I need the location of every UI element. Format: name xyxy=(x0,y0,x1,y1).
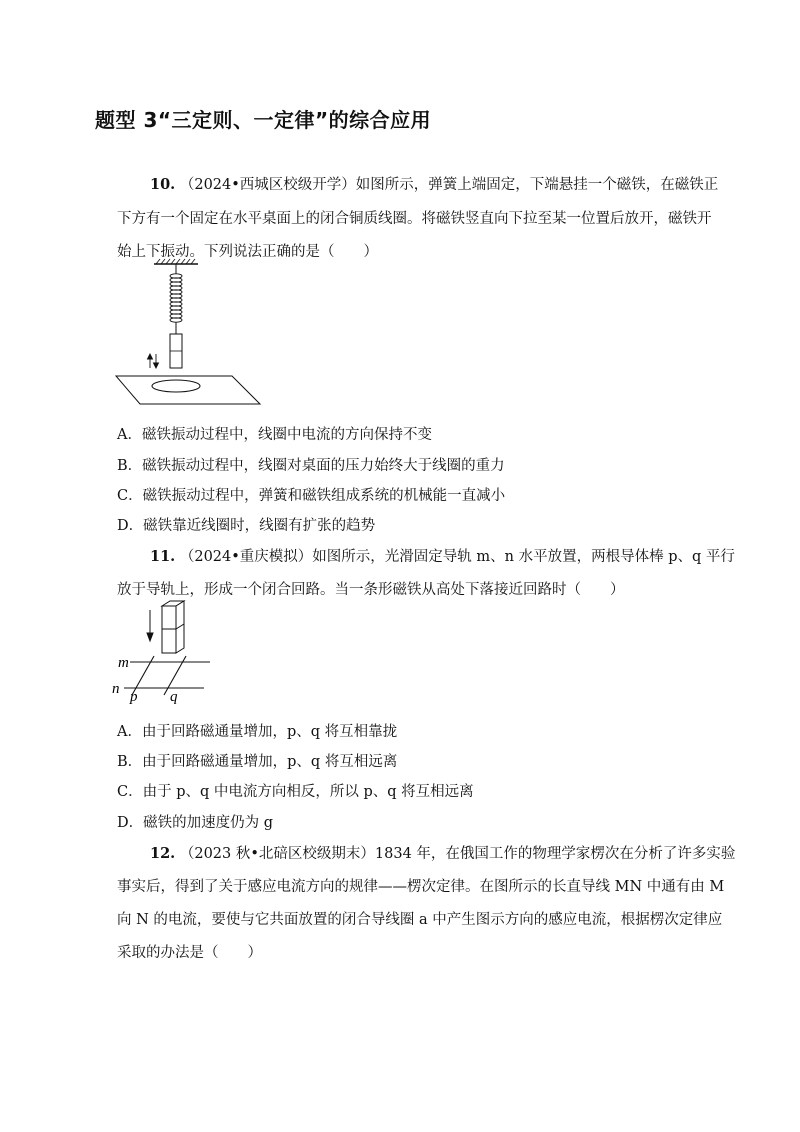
question-12-line-2: 事实后，得到了关于感应电流方向的规律——楞次定律。在图所示的长直导线 MN 中通有由 M xyxy=(117,879,725,895)
question-12-line-4: 采取的办法是（ ） xyxy=(117,945,262,961)
question-12-line-1 xyxy=(150,842,735,863)
question-10-option-d: D．磁铁靠近线圈时，线圈有扩张的趋势 xyxy=(117,518,376,534)
spring xyxy=(170,274,182,322)
question-10-line-3: 始上下振动。下列说法正确的是（ ） xyxy=(117,244,378,260)
label-p: p xyxy=(130,689,138,705)
question-11-number: 11. xyxy=(150,548,176,565)
question-10-option-c: C．磁铁振动过程中，弹簧和磁铁组成系统的机械能一直减小 xyxy=(117,488,506,504)
question-11-option-a: A．由于回路磁通量增加，p、q 将互相靠拢 xyxy=(117,724,398,740)
question-10-number: 10. xyxy=(150,176,176,193)
question-11-option-c: C．由于 p、q 中电流方向相反，所以 p、q 将互相远离 xyxy=(117,784,474,800)
question-12-number: 12. xyxy=(150,845,176,862)
question-10-line-2: 下方有一个固定在水平桌面上的闭合铜质线圈。将磁铁竖直向下拉至某一位置后放开，磁铁开 xyxy=(117,211,712,227)
question-11-figure xyxy=(110,600,220,705)
question-11-option-b: B．由于回路磁通量增加，p、q 将互相远离 xyxy=(117,754,398,770)
question-12-line-3: 向 N 的电流，要使与它共面放置的闭合导线圈 a 中产生图示方向的感应电流，根据楞次定律应 xyxy=(117,912,723,928)
question-10-line-1 xyxy=(150,173,718,194)
table-plane xyxy=(116,376,260,404)
question-11-stem-1: （2024•重庆模拟）如图所示，光滑固定导轨 m、n 水平放置，两根导体棒 p、q 平行 xyxy=(179,549,735,565)
question-11-line-1 xyxy=(150,545,735,566)
section-title: 题型 3“三定则、一定律”的综合应用 xyxy=(95,108,432,132)
question-10-option-b: B．磁铁振动过程中，线圈对桌面的压力始终大于线圈的重力 xyxy=(117,458,505,474)
bar-magnet xyxy=(162,601,184,653)
label-q: q xyxy=(170,689,178,705)
oscillation-arrows-icon xyxy=(148,354,159,368)
question-11-line-2: 放于导轨上，形成一个闭合回路。当一条形磁铁从高处下落接近回路时（ ） xyxy=(117,582,625,598)
question-11-option-d: D．磁铁的加速度仍为 g xyxy=(117,815,274,831)
question-12-stem-1: （2023 秋•北碚区校级期末）1834 年，在俄国工作的物理学家楞次在分析了许多实验 xyxy=(179,846,736,862)
falling-arrow-icon xyxy=(147,610,153,641)
label-m: m xyxy=(118,655,129,671)
question-10-option-a: A．磁铁振动过程中，线圈中电流的方向保持不变 xyxy=(117,427,432,443)
question-10-figure xyxy=(110,258,270,408)
label-n: n xyxy=(112,681,120,697)
question-10-stem-1: （2024•西城区校级开学）如图所示，弹簧上端固定，下端悬挂一个磁铁，在磁铁正 xyxy=(179,177,719,193)
